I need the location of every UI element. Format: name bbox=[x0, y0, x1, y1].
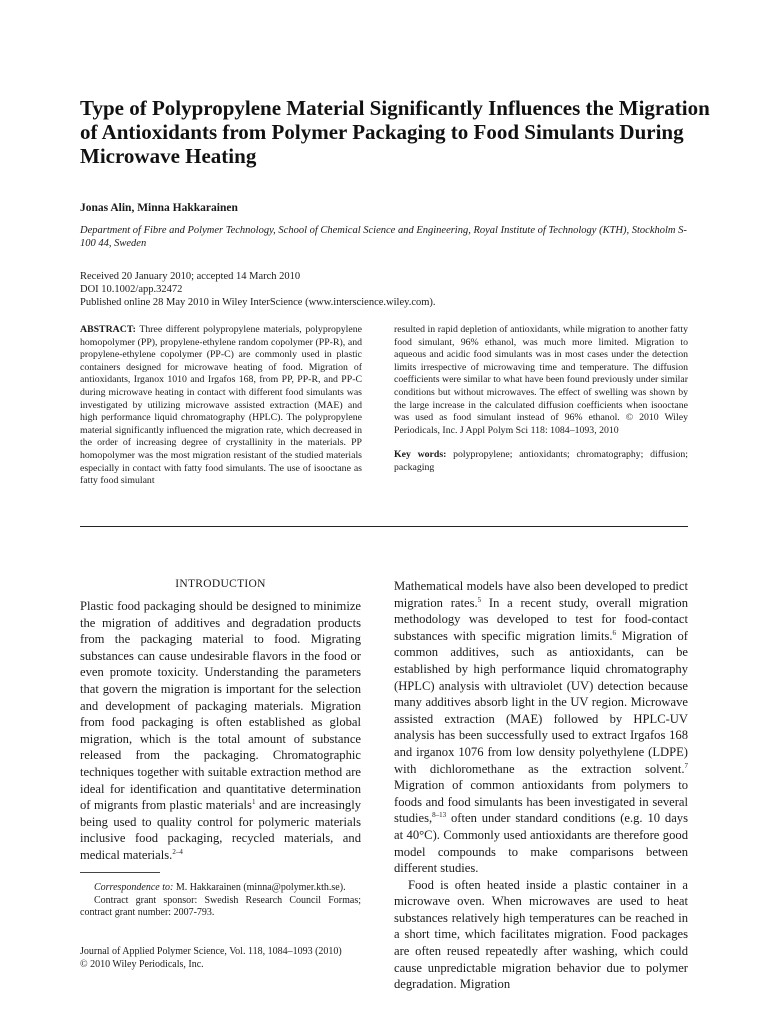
citation-ref: 7 bbox=[684, 761, 688, 770]
intro-paragraph-1: Plastic food packaging should be designed to minimize the migration of additives and degradation products from the packaging material to food. Migrating substances can cause undesirable flavors in the food or even promote toxicity. Understanding the parameters that govern the migration is important for the selection and development of packaging materials. Migration from food packaging is often established as global migration, which is the total amount of substance released from the packaging. Chromatographic techniques together with suitable extraction method are ideal for identification and quantitative determination of migrants from plastic materials$^1$ and are increasingly being used to quality control for polymeric materials inclusive food packaging, recycled materials, and medical materials.$^{2-4}$ bbox=[80, 599, 361, 862]
footnote bbox=[80, 882, 361, 920]
intro-paragraph-3: Food is often heated inside a plastic container in a microwave oven. When microwaves are used to heat substances relatively high temperatures can be reached in a short time, which facilitates migration. Food packages are often reused repeatedly after washing, which could cause unpredictable migration behavior due to polymer degradation. Migration bbox=[394, 877, 688, 992]
abstract-text-2: resulted in rapid depletion of antioxidants, while migration to another fatty food simulant, 96% ethanol, was much more limited. Migration to aqueous and acidic food simulants was in most cases under the detection limits irrespective of microwaving time and temperature. The diffusion coefficients were similar to what have been found previously under similar conditions but without microwaves. The effect of swelling was shown by the large increase in the calculated diffusion coefficients when isooctane was used as food simulant instead of 96% ethanol. © 2010 Wiley Periodicals, Inc. J Appl Polym Sci 118: 1084–1093, 2010 bbox=[394, 324, 688, 436]
keywords-label: Key words: bbox=[394, 449, 447, 461]
abstract-column-1 bbox=[80, 324, 362, 488]
footnote-divider bbox=[80, 872, 160, 873]
authors: Jonas Alin, Minna Hakkarainen bbox=[80, 202, 238, 214]
journal-citation bbox=[80, 946, 370, 971]
publication-info bbox=[80, 270, 700, 309]
citation-ref: 8–13 bbox=[432, 811, 447, 820]
citation-ref: 2–4 bbox=[172, 847, 183, 856]
received-date: Received 20 January 2010; accepted 14 March 2010 bbox=[80, 271, 301, 282]
doi: DOI 10.1002/app.32472 bbox=[80, 284, 183, 295]
abstract-column-2 bbox=[394, 324, 688, 475]
article-title: Type of Polypropylene Material Significantly Influences the Migration of Antioxidants from Polymer Packaging to Food Simulants During Microwave Heating bbox=[80, 96, 710, 168]
section-divider bbox=[80, 526, 688, 527]
introduction-left-column bbox=[80, 598, 361, 864]
journal-reference: Journal of Applied Polymer Science, Vol. 118, 1084–1093 (2010) bbox=[80, 946, 342, 957]
keywords-text: polypropylene; antioxidants; chromatography; diffusion; packaging bbox=[394, 449, 688, 473]
citation-ref: 6 bbox=[612, 628, 616, 637]
citation-ref: 1 bbox=[251, 797, 256, 806]
abstract-text-1: Three different polypropylene materials, polypropylene homopolymer (PP), propylene-ethylene random copolymer (PP-R), and propylene-ethylene copolymer (PP-C) are commonly used in plastic containers designed for microwave heating of food. Migration of antioxidants, Irganox 1010 and Irgafos 168, from PP, PP-R, and PP-C during microwave heating in contact with different food simulants was investigated by utilizing microwave assisted extraction (MAE) and high performance liquid chromatography (HPLC). The polypropylene material significantly influenced the migration rate, which decreased in the order of increasing degree of crystallinity in the materials. PP homopolymer was the most migration resistant of the studied materials especially in contact with fatty food simulants. The use of isooctane as fatty food simulant bbox=[80, 324, 362, 487]
grant-info: Contract grant sponsor: Swedish Research Council Formas; contract grant number: 2007-793. bbox=[80, 894, 361, 918]
correspondence: Correspondence to: M. Hakkarainen (minna@polymer.kth.se). bbox=[94, 882, 346, 893]
introduction-right-column bbox=[394, 578, 688, 993]
introduction-heading: INTRODUCTION bbox=[175, 578, 266, 590]
affiliation: Department of Fibre and Polymer Technology, School of Chemical Science and Engineering, Royal Institute of Technology (KTH), Stockholm S-100 44, Sweden bbox=[80, 225, 687, 249]
published-online: Published online 28 May 2010 in Wiley InterScience (www.interscience.wiley.com). bbox=[80, 297, 436, 308]
copyright: © 2010 Wiley Periodicals, Inc. bbox=[80, 958, 204, 970]
abstract-label: ABSTRACT: bbox=[80, 324, 136, 335]
keywords bbox=[394, 449, 688, 474]
citation-ref: 5 bbox=[477, 595, 482, 604]
intro-paragraph-2: Mathematical models have also been developed to predict migration rates.$^5$ In a recent study, overall migration methodology was developed to test for food-contact substances with specific migration limits.$^6$ Migration of common additives, such as antioxidants, can be established by high performance liquid chromatography (HPLC) analysis with ultraviolet (UV) detection because many additives absorb light in the UV region. Microwave assisted extraction (MAE) followed by HPLC-UV analysis has been successfully used to extract Irgafos 168 and irganox 1076 from low density polyethylene (LDPE) with dichloromethane as the extraction solvent.$^7$ Migration of common antioxidants from polymers to foods and food simulants has been investigated in several studies,$^{8-13}$ often under standard conditions (e.g. 10 days at 40°C). Commonly used antioxidants are therefore good model compounds to make comparisons between different studies. bbox=[394, 579, 688, 876]
